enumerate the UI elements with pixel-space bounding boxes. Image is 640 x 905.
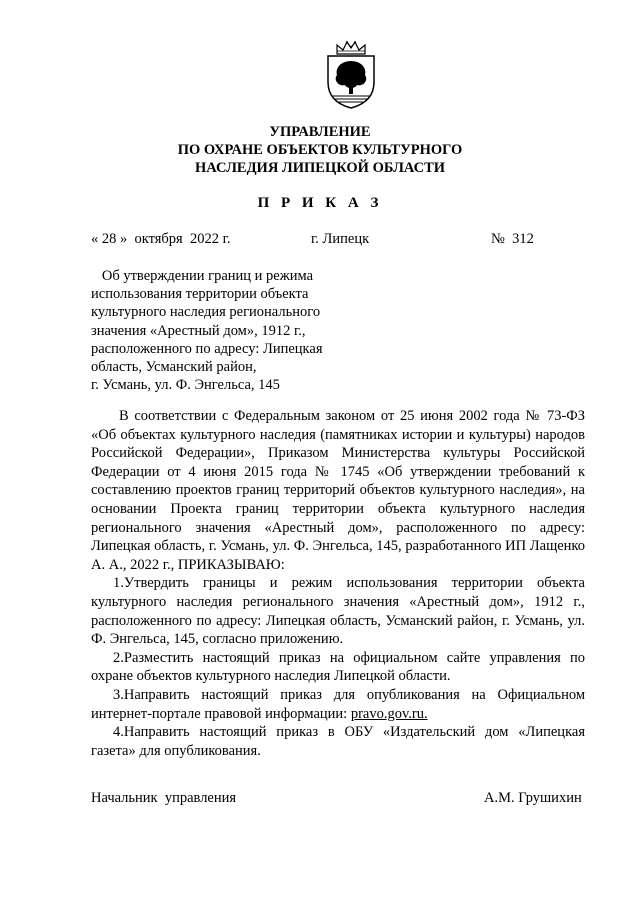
order-title: П Р И К А З	[257, 195, 383, 211]
order-date: « 28 » октября 2022 г.	[91, 231, 231, 247]
subject-line: область, Усманский район,	[91, 359, 257, 376]
clause-3-text: 3.Направить настоящий приказ для опубликования на Официальном интернет-портале правовой информации:	[91, 686, 585, 722]
order-number: № 312	[491, 231, 534, 247]
header-line-2: ПО ОХРАНЕ ОБЪЕКТОВ КУЛЬТУРНОГО	[177, 142, 463, 158]
subject-line: значения «Арестный дом», 1912 г.,	[91, 322, 306, 339]
clause-2: 2.Разместить настоящий приказ на официальном сайте управления по охране объектов культурного наследия Липецкой области.	[91, 649, 585, 685]
pravo-link[interactable]: pravo.gov.ru.	[350, 705, 428, 722]
preamble-paragraph: В соответствии с Федеральным законом от 25 июня 2002 года № 73-ФЗ «Об объектах культурного наследия (памятниках истории и культуры) народов Российской Федерации», Приказом Министерства культуры Российской Федерации от 4 июня 2015 года № 1745 «Об утверждении требований к составлению проектов границ территорий объектов культурного наследия», на основании Проекта границ территории объекта культурного наследия регионального значения «Арестный дом», расположенного по адресу: Липецкая область, г. Усмань, ул. Ф. Энгельса, 145, разработанного ИП Лащенко А. А., 2022 г., ПРИКАЗЫВАЮ:	[91, 408, 585, 573]
subject-line: расположенного по адресу: Липецкая	[91, 340, 323, 357]
header-line-3: НАСЛЕДИЯ ЛИПЕЦКОЙ ОБЛАСТИ	[194, 160, 446, 176]
clause-4: 4.Направить настоящий приказ в ОБУ «Издательский дом «Липецкая газета» для опубликования.	[91, 724, 585, 759]
order-body	[91, 407, 585, 760]
subject-line: г. Усмань, ул. Ф. Энгельса, 145	[91, 377, 280, 394]
subject-line: культурного наследия регионального	[91, 304, 321, 321]
order-city: г. Липецк	[311, 231, 370, 247]
order-subject	[91, 267, 351, 394]
header-line-1: УПРАВЛЕНИЕ	[269, 124, 371, 140]
authority-header	[0, 123, 640, 177]
signature-name: А.М. Грушихин	[484, 790, 582, 806]
coat-of-arms-icon	[323, 40, 379, 110]
clause-1: 1.Утвердить границы и режим использования территории объекта культурного наследия регионального значения «Арестный дом», 1912 г., расположенного по адресу: Липецкая область, Усманский район, г. Усмань, ул. Ф. Энгельса, 145, согласно приложению.	[91, 575, 585, 648]
subject-line: Об утверждении границ и режима	[91, 268, 314, 284]
signature-position: Начальник управления	[91, 790, 237, 806]
subject-line: использования территории объекта	[91, 286, 309, 303]
clause-3	[91, 686, 585, 723]
